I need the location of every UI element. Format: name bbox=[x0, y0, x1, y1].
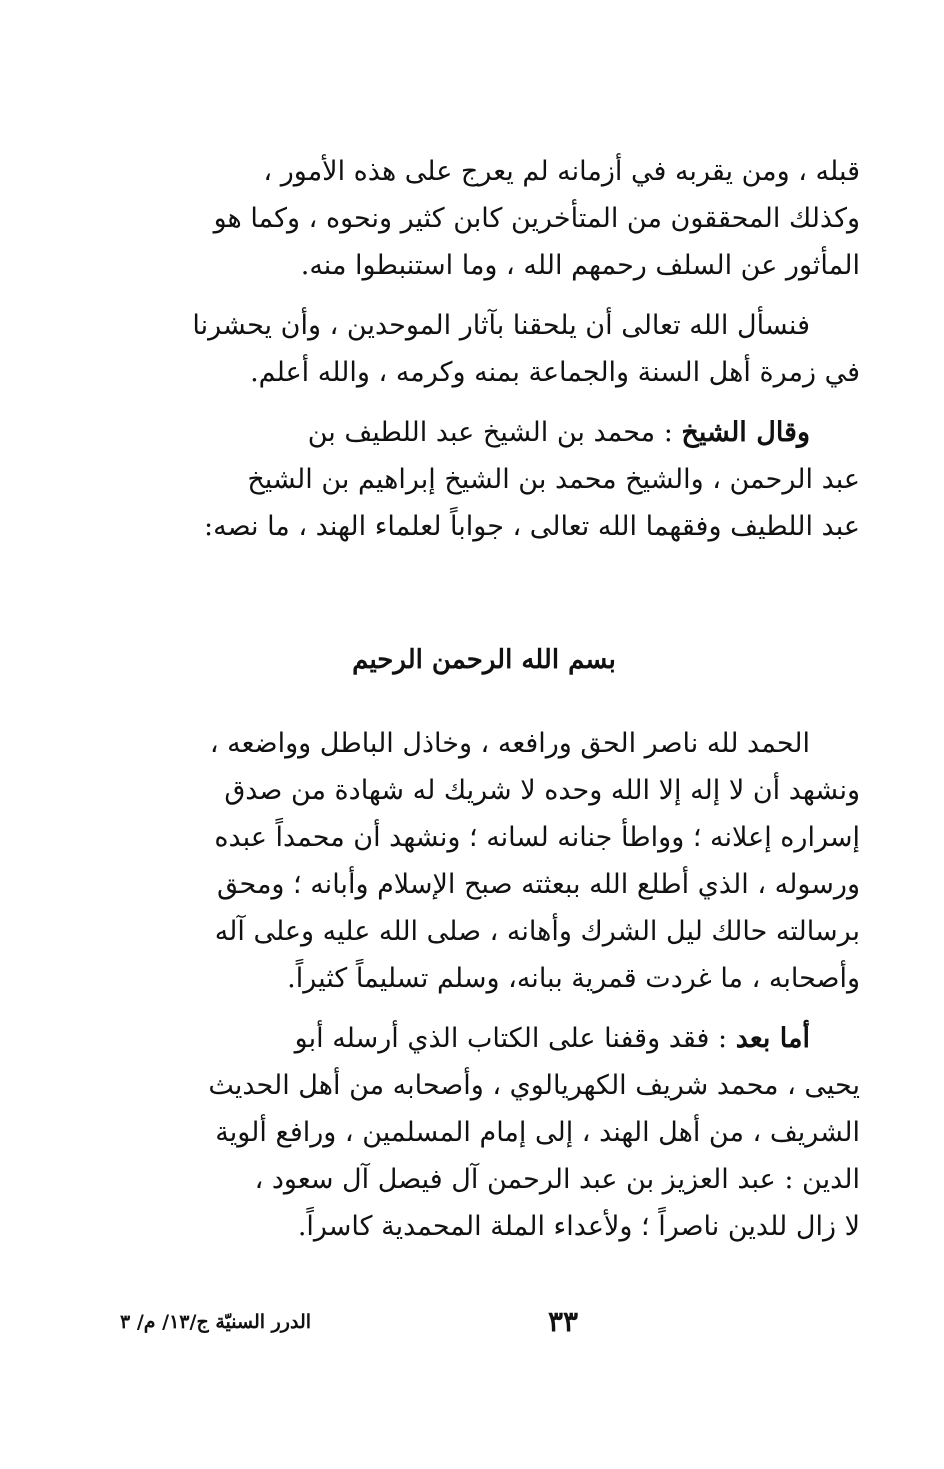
basmala-heading: بسم الله الرحمن الرحيم bbox=[352, 645, 616, 675]
text-line: الدين : عبد العزيز بن عبد الرحمن آل فيصل آل سعود ، bbox=[254, 1164, 860, 1195]
text-line: عبد اللطيف وفقهما الله تعالى ، جواباً لعلماء الهند ، ما نصه: bbox=[204, 511, 860, 542]
text-line: لا زال للدين ناصراً ؛ ولأعداء الملة المحمدية كاسراً. bbox=[297, 1211, 860, 1242]
text-line: المأثور عن السلف رحمهم الله ، وما استنبطوا منه. bbox=[300, 250, 860, 281]
paragraph-lead: أما بعد bbox=[735, 1023, 810, 1054]
text-line: يحيى ، محمد شريف الكهريالوي ، وأصحابه من أهل الحديث bbox=[208, 1070, 860, 1101]
text-line: عبد الرحمن ، والشيخ محمد بن الشيخ إبراهيم بن الشيخ bbox=[247, 464, 860, 495]
paragraph-1 bbox=[108, 148, 860, 289]
text-line bbox=[108, 409, 860, 456]
text-line: قبله ، ومن يقربه في أزمانه لم يعرج على هذه الأمور ، bbox=[263, 156, 860, 187]
text-line bbox=[108, 1015, 860, 1062]
paragraph-2 bbox=[108, 302, 860, 396]
text-line: الحمد لله ناصر الحق ورافعه ، وخاذل الباطل وواضعه ، bbox=[209, 728, 810, 759]
text-line: وأصحابه ، ما غردت قمرية ببانه، وسلم تسليماً كثيراً. bbox=[287, 963, 860, 994]
text-line: برسالته حالك ليل الشرك وأهانه ، صلى الله عليه وعلى آله bbox=[214, 916, 860, 947]
paragraph-lead-rest: : فقد وقفنا على الكتاب الذي أرسله أبو bbox=[294, 1023, 736, 1054]
page-footer bbox=[108, 1305, 860, 1345]
paragraph-lead: وقال الشيخ bbox=[681, 417, 810, 448]
text-line: ورسوله ، الذي أطلع الله ببعثته صبح الإسلام وأبانه ؛ ومحق bbox=[217, 869, 860, 900]
text-line: ونشهد أن لا إله إلا الله وحده لا شريك له شهادة من صدق bbox=[224, 775, 860, 806]
paragraph-lead-rest: : محمد بن الشيخ عبد اللطيف بن bbox=[307, 417, 682, 448]
text-line: إسراره إعلانه ؛ وواطأ جنانه لسانه ؛ ونشهد أن محمداً عبده bbox=[214, 822, 860, 853]
page-body bbox=[108, 148, 860, 1250]
paragraph-3 bbox=[108, 409, 860, 550]
source-reference: الدرر السنيّة ج/١٣/ م/ ٣ bbox=[120, 1311, 312, 1333]
text-line: الشريف ، من أهل الهند ، إلى إمام المسلمين ، ورافع ألوية bbox=[215, 1117, 860, 1148]
paragraph-5 bbox=[108, 1015, 860, 1250]
paragraph-4 bbox=[108, 720, 860, 1002]
text-line: فنسأل الله تعالى أن يلحقنا بآثار الموحدين ، وأن يحشرنا bbox=[192, 310, 810, 341]
text-line: وكذلك المحققون من المتأخرين كابن كثير ونحوه ، وكما هو bbox=[213, 203, 860, 234]
page-number: ٣٣ bbox=[548, 1305, 579, 1338]
text-line: في زمرة أهل السنة والجماعة بمنه وكرمه ، والله أعلم. bbox=[250, 357, 860, 388]
